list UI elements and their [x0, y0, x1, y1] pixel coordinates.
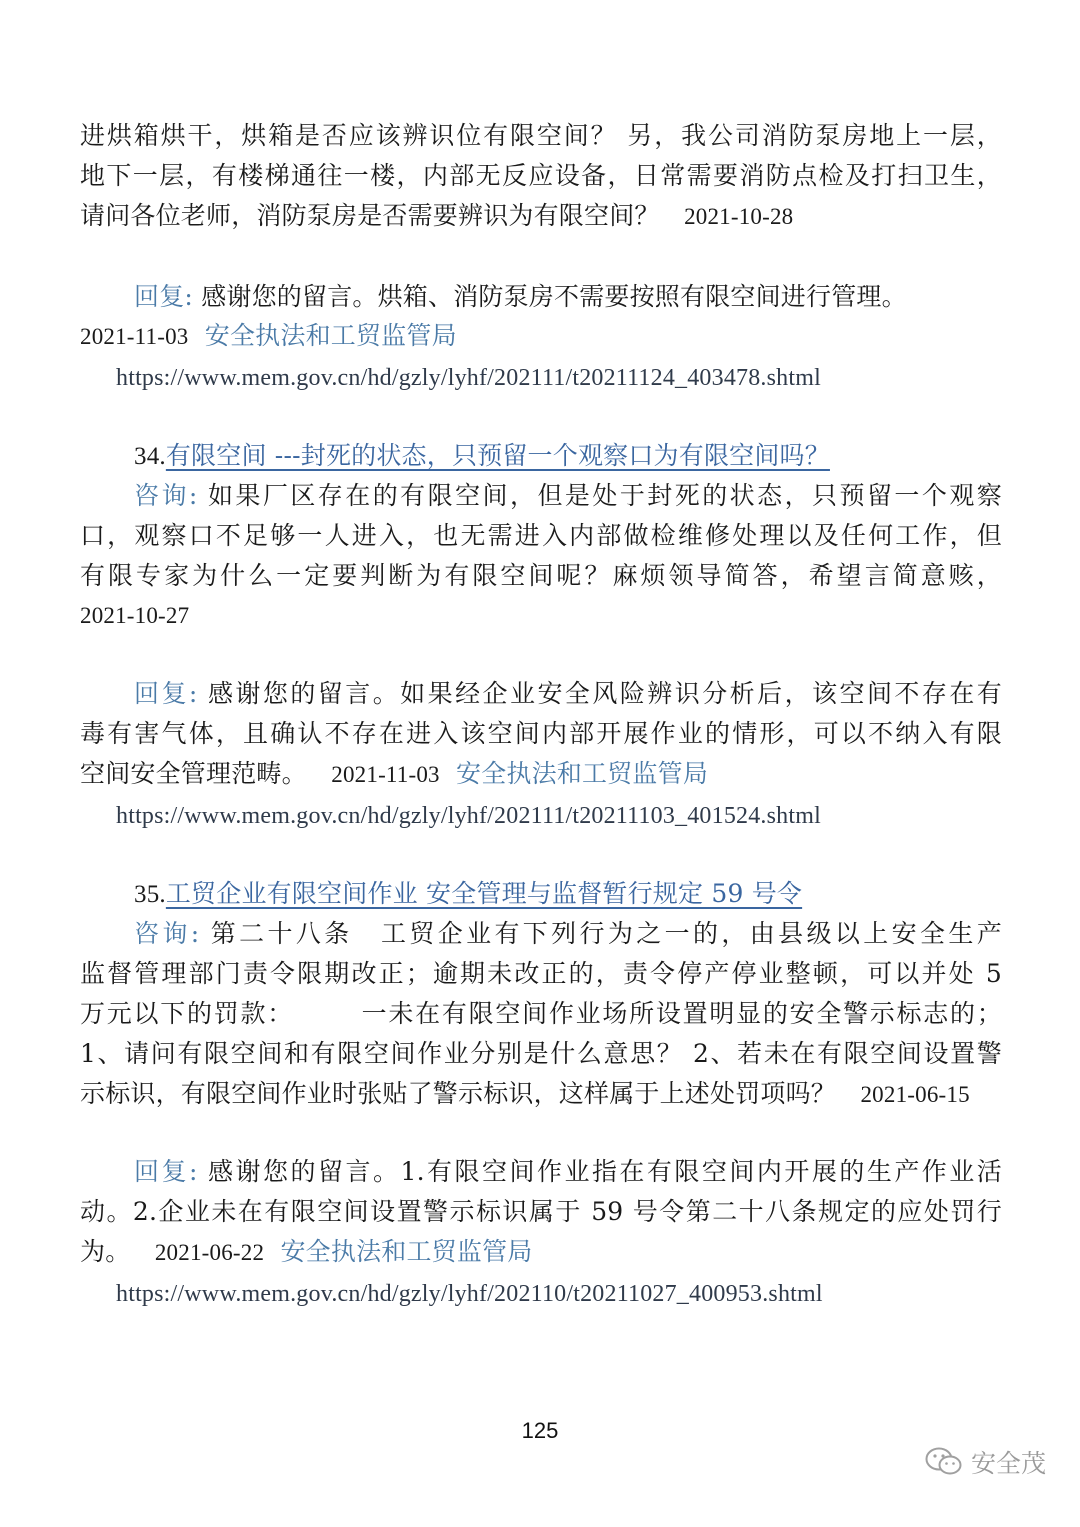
question-35-line-4: 1、请问有限空间和有限空间作业分别是什么意思？ 2、若未在有限空间设置警	[80, 1039, 1002, 1068]
reply-34-line-1	[134, 674, 1002, 714]
reply-34-line-2: 毒有害气体，且确认不存在进入该空间内部开展作业的情形，可以不纳入有限	[80, 719, 1002, 748]
question-34-line-2: 口，观察口不足够一人进入，也无需进入内部做检维修处理以及任何工作，但	[80, 521, 1002, 550]
question-33-line-2: 地下一层，有楼梯通往一楼，内部无反应设备，日常需要消防点检及打扫卫生，	[80, 161, 1002, 190]
reply-33-url[interactable]: https://www.mem.gov.cn/hd/gzly/lyhf/202111/t20211124_403478.shtml	[116, 365, 821, 391]
reply-35-date: 2021-06-22	[154, 1240, 265, 1265]
reply-33-text: 感谢您的留言。烘箱、消防泵房不需要按照有限空间进行管理。	[201, 282, 907, 311]
question-34-text-1: 如果厂区存在的有限空间，但是处于封死的状态，只预留一个观察	[207, 481, 1002, 510]
reply-35-org: 安全执法和工贸监管局	[280, 1237, 533, 1266]
question-35-title-link[interactable]: 工贸企业有限空间作业 安全管理与监督暂行规定 59 号令	[165, 879, 803, 908]
reply-33-date: 2021-11-03	[80, 324, 189, 349]
question-34-title-link[interactable]: 有限空间 ---封死的状态，只预留一个观察口为有限空间吗？	[165, 441, 830, 470]
question-35-text-1: 第二十八条 工贸企业有下列行为之一的，由县级以上安全生产	[210, 919, 1002, 948]
reply-35-line-1	[134, 1152, 1002, 1192]
wechat-icon	[925, 1446, 963, 1478]
question-35-line-2: 监督管理部门责令限期改正；逾期未改正的，责令停产停业整顿，可以并处 5	[80, 959, 1002, 988]
question-34-date: 2021-10-27	[80, 603, 190, 628]
reply-34-line-3	[80, 754, 1002, 795]
reply-label: 回复:	[134, 282, 194, 311]
reply-34-text-1: 感谢您的留言。如果经企业安全风险辨识分析后，该空间不存在有	[207, 679, 1002, 708]
reply-35-url[interactable]: https://www.mem.gov.cn/hd/gzly/lyhf/202110/t20211027_400953.shtml	[116, 1281, 823, 1307]
page-number: 125	[521, 1418, 559, 1443]
reply-label: 回复:	[134, 679, 198, 708]
reply-35-text-1: 感谢您的留言。1.有限空间作业指在有限空间内开展的生产作业活	[208, 1157, 1002, 1186]
consult-label: 咨询:	[134, 481, 198, 510]
reply-33-org: 安全执法和工贸监管局	[204, 321, 457, 350]
question-35-line-1	[134, 914, 1002, 954]
reply-35-line-2: 动。2.企业未在有限空间设置警示标识属于 59 号令第二十八条规定的应处罚行	[80, 1197, 1002, 1226]
question-35-number: 35.	[134, 881, 166, 908]
reply-35-line-3	[80, 1232, 1002, 1273]
watermark	[925, 1444, 1046, 1480]
reply-35-text-3: 为。	[80, 1237, 131, 1266]
watermark-text: 安全茂	[970, 1449, 1046, 1478]
reply-34-text-3: 空间安全管理范畴。	[80, 759, 307, 788]
question-33-date: 2021-10-28	[684, 204, 794, 229]
question-35-date: 2021-06-15	[860, 1082, 970, 1107]
reply-33-line-2	[80, 316, 1002, 357]
reply-34-url[interactable]: https://www.mem.gov.cn/hd/gzly/lyhf/202111/t20211103_401524.shtml	[116, 803, 821, 829]
question-35-text-5: 示标识，有限空间作业时张贴了警示标识，这样属于上述处罚项吗？	[80, 1079, 837, 1108]
reply-34-date: 2021-11-03	[331, 762, 440, 787]
question-34-line-1	[134, 476, 1002, 516]
question-33-line-3	[80, 196, 1002, 237]
question-33-text: 请问各位老师，消防泵房是否需要辨识为有限空间？	[80, 201, 660, 230]
question-34-heading	[134, 436, 1002, 477]
reply-34-org: 安全执法和工贸监管局	[456, 759, 709, 788]
question-35-line-3: 万元以下的罚款： 一未在有限空间作业场所设置明显的安全警示标志的；	[80, 999, 1002, 1028]
reply-label: 回复:	[134, 1157, 198, 1186]
question-33-line-1: 进烘箱烘干，烘箱是否应该辨识位有限空间？ 另，我公司消防泵房地上一层，	[80, 121, 1002, 150]
question-34-number: 34.	[134, 443, 166, 470]
question-35-line-5	[80, 1074, 1002, 1115]
consult-label: 咨询:	[134, 919, 200, 948]
question-34-line-3: 有限专家为什么一定要判断为有限空间呢？麻烦领导简答，希望言简意赅，	[80, 561, 1002, 590]
reply-33-line-1	[134, 277, 1002, 317]
question-35-heading	[134, 874, 1002, 915]
